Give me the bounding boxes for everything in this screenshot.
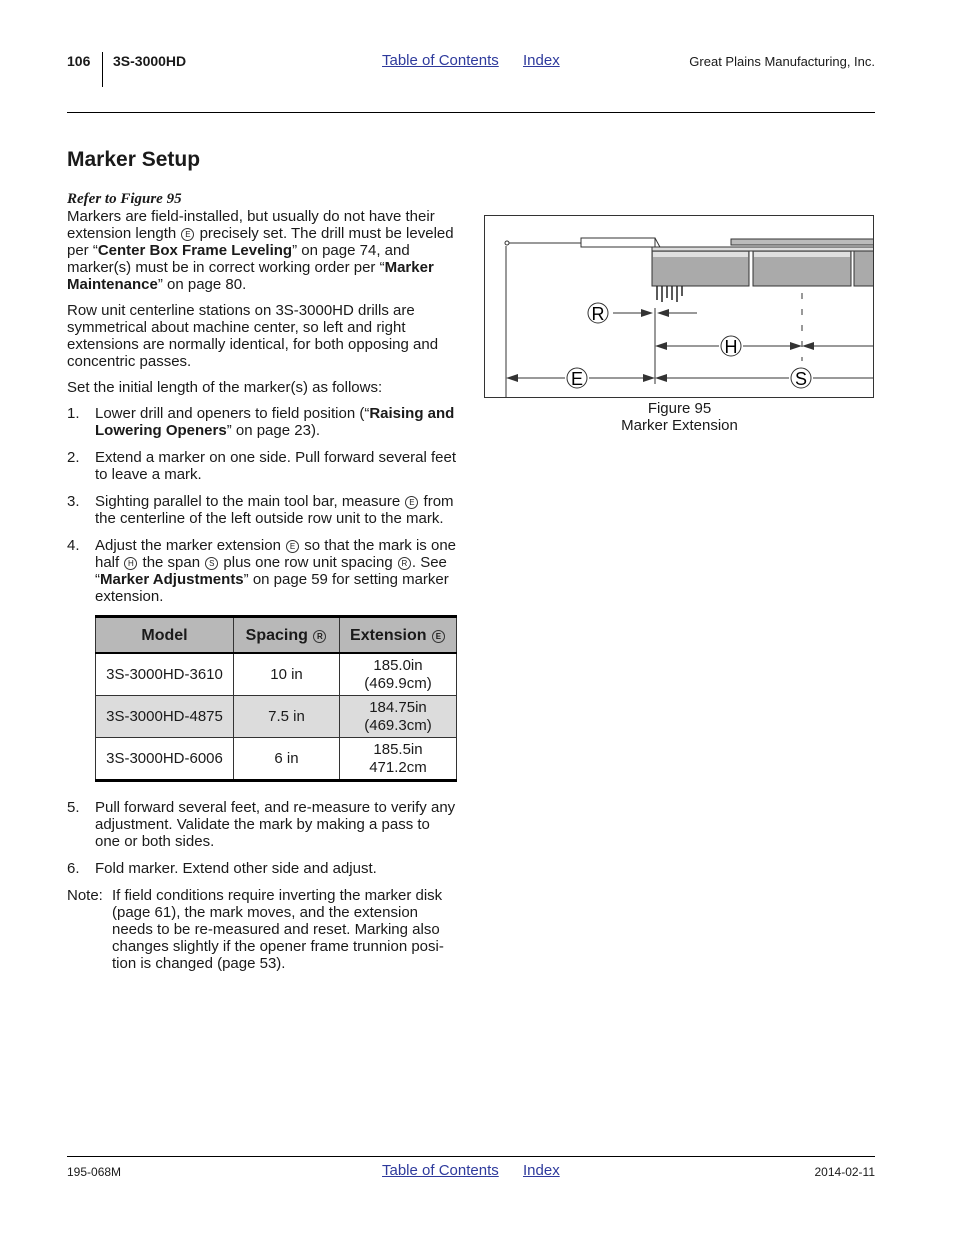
frame-box-top (754, 252, 850, 257)
footer-toc-link[interactable]: Table of Contents (382, 1162, 499, 1179)
arrow-icon (655, 342, 667, 350)
figure-title: Marker Extension (621, 417, 738, 434)
step-5 (67, 799, 459, 850)
text: Pull forward several feet, and re-measure to verify any adjustment. Validate the mark by making a pass to one or both sides. (95, 799, 456, 850)
footer-doc-number: 195-068M (67, 1165, 122, 1179)
ext-in: 184.75in (369, 698, 427, 716)
cell-model: 3S-3000HD-4875 (96, 696, 234, 738)
ref-marker-adjustments: Marker Adjustments (100, 571, 244, 588)
note (67, 887, 459, 972)
header-toc-link[interactable]: Table of Contents (382, 52, 499, 69)
frame-box-top (653, 252, 748, 257)
toolbar (731, 239, 874, 245)
header-divider (102, 52, 103, 87)
cell-model: 3S-3000HD-6006 (96, 738, 234, 781)
text: the span (138, 554, 205, 571)
label-h: H (724, 337, 738, 357)
symbol-e-icon: E (405, 496, 418, 509)
text: from the centerline of the left outside row unit to the mark. (95, 493, 454, 527)
marker-disk-icon (505, 241, 509, 245)
text: Markers are field-installed, but usually do not have their extension length (67, 208, 435, 242)
col-header-extension (340, 617, 457, 654)
step-number: 2. (67, 449, 80, 466)
text: Fold marker. Extend other side and adjust. (95, 860, 377, 877)
label-e: E (570, 369, 584, 389)
step-4 (67, 537, 459, 605)
step-6 (67, 860, 459, 877)
step-3 (67, 493, 459, 527)
marker-tube (581, 238, 655, 247)
symbol-e-icon: E (432, 630, 445, 643)
page-number: 106 (67, 53, 91, 69)
ref-center-box-frame: Center Box Frame Leveling (97, 242, 293, 259)
arrow-icon (790, 342, 802, 350)
text: ” on page 59 for setting marker extension. (95, 571, 449, 605)
extension-table (95, 615, 457, 782)
text: plus one row unit spacing (219, 554, 397, 571)
refer-figure: Refer to Figure 95 (67, 191, 182, 207)
text: so that the mark is one half (95, 537, 457, 571)
symbol-e-icon: E (286, 540, 299, 553)
arrow-icon (643, 374, 655, 382)
symbol-h-icon: H (124, 557, 137, 570)
text: Sighting parallel to the main tool bar, measure (95, 493, 405, 510)
cell-extension (340, 738, 457, 781)
step-1 (67, 405, 459, 439)
step-number: 1. (67, 405, 80, 422)
frame-rail (652, 247, 874, 251)
step-number: 3. (67, 493, 80, 510)
ext-cm: (469.3cm) (364, 716, 432, 734)
table-row (96, 696, 457, 738)
cell-model: 3S-3000HD-3610 (96, 653, 234, 696)
symbol-e-icon: E (181, 228, 194, 241)
footer-date: 2014-02-11 (814, 1165, 875, 1179)
arrow-icon (506, 374, 518, 382)
label-s: S (794, 369, 808, 389)
header-label: Model (141, 626, 188, 644)
paragraph-stations: Row unit centerline stations on 3S-3000HD drills are symmetrical about machine center, so left and right extensions are normally identical, for both opposing and concentric passes. (67, 302, 439, 370)
steps-list (67, 405, 459, 605)
text: precisely set. The drill must be leveled per “ (67, 225, 454, 259)
header-index-link[interactable]: Index (523, 52, 560, 69)
symbol-r-icon: R (313, 630, 326, 643)
arrow-icon (802, 342, 814, 350)
figure-caption (484, 400, 875, 434)
cell-extension (340, 653, 457, 696)
figure-marker-extension (484, 215, 874, 398)
text: . See “ (95, 554, 447, 588)
paragraph-intro (67, 208, 459, 293)
cell-spacing: 7.5 in (234, 696, 340, 738)
step-2 (67, 449, 459, 483)
text: Extend a marker on one side. Pull forward several feet to leave a mark. (95, 449, 457, 483)
table-header-row (96, 617, 457, 654)
step-number: 4. (67, 537, 80, 554)
ext-cm: (469.9cm) (364, 674, 432, 692)
arrow-icon (657, 309, 669, 317)
label-r: R (591, 304, 605, 324)
table-row (96, 738, 457, 781)
footer-index-link[interactable]: Index (523, 1162, 560, 1179)
header-rule (67, 112, 875, 113)
ref-marker-maintenance: Marker Maintenance (67, 259, 434, 293)
figure-number: Figure 95 (647, 400, 712, 417)
symbol-s-icon: S (205, 557, 218, 570)
cell-spacing: 6 in (234, 738, 340, 781)
ref-raising-lowering: Raising and Lowering Openers (95, 405, 455, 439)
text: ” on page 74, and marker(s) must be in correct working order per “ (67, 242, 410, 276)
arrow-icon (655, 374, 667, 382)
header-company: Great Plains Manufacturing, Inc. (689, 54, 875, 69)
marker-diagram (485, 216, 874, 398)
main-column (67, 190, 459, 972)
header-model: 3S-3000HD (113, 53, 187, 69)
header-label: Extension (350, 626, 427, 644)
ext-cm: 471.2cm (369, 758, 427, 776)
col-header-model (96, 617, 234, 654)
step-number: 6. (67, 860, 80, 877)
table-row (96, 653, 457, 696)
note-text: If field conditions require inverting the marker disk (page 61), the mark moves, and the extension needs to be re-measured and reset. Marking also changes slightly if the opener frame trunnion posi-tion is changed (page 53). (112, 887, 444, 972)
text: Adjust the marker extension (95, 537, 286, 554)
page-title: Marker Setup (67, 148, 201, 171)
footer-rule (67, 1156, 875, 1157)
frame-box (854, 251, 874, 286)
arrow-icon (641, 309, 653, 317)
note-label: Note: (67, 887, 103, 904)
text: ” on page 80. (157, 276, 247, 293)
symbol-r-icon: R (398, 557, 411, 570)
header-label: Spacing (245, 626, 308, 644)
ext-in: 185.0in (373, 656, 423, 674)
steps-list-cont (67, 799, 459, 877)
ext-in: 185.5in (373, 740, 423, 758)
step-number: 5. (67, 799, 80, 816)
cell-extension (340, 696, 457, 738)
text: Lower drill and openers to field position (“ (95, 405, 370, 422)
col-header-spacing (234, 617, 340, 654)
paragraph-set-length: Set the initial length of the marker(s) as follows: (67, 379, 383, 396)
openers (657, 286, 682, 302)
cell-spacing: 10 in (234, 653, 340, 696)
text: ” on page 23). (226, 422, 321, 439)
